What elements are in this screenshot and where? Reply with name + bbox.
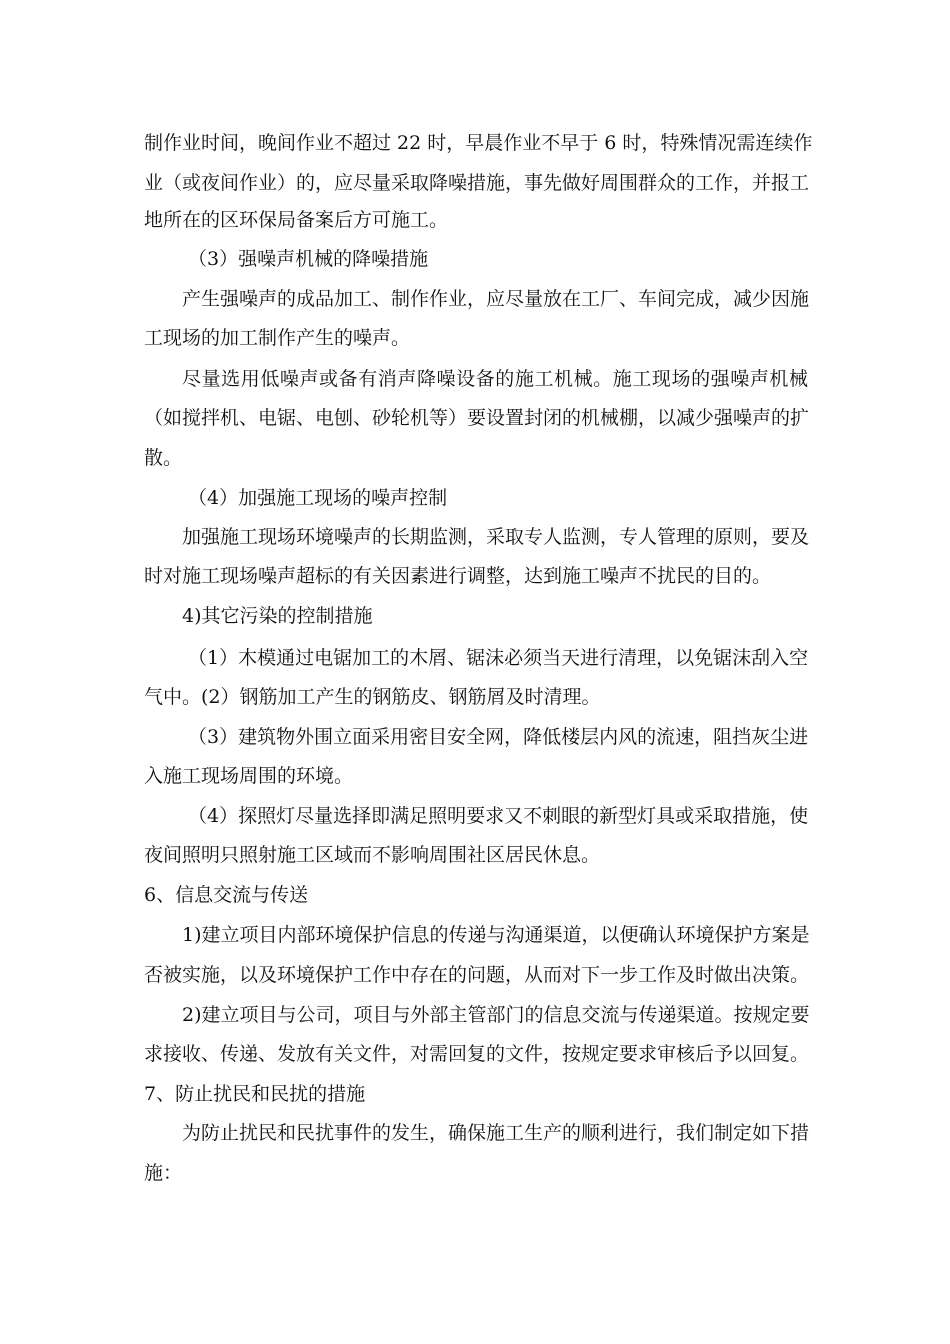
paragraph-line: （3）建筑物外围立面采用密目安全网，降低楼层内风的流速，阻挡灰尘进 [188,726,809,748]
paragraph-line: 业（或夜间作业）的，应尽量采取降噪措施，事先做好周围群众的工作，并报工 [144,172,810,194]
section-heading: 7、防止扰民和民扰的措施 [144,1083,366,1105]
paragraph-line: 工现场的加工制作产生的噪声。 [144,327,411,349]
paragraph-line: （4）探照灯尽量选择即满足照明要求又不刺眼的新型灯具或采取措施，使 [188,805,809,827]
paragraph-line: 夜间照明只照射施工区域而不影响周围社区居民休息。 [144,844,601,866]
paragraph-line: 否被实施，以及环境保护工作中存在的问题，从而对下一步工作及时做出决策。 [144,964,810,986]
section-heading: （4）加强施工现场的噪声控制 [188,487,448,509]
paragraph-line: （如搅拌机、电锯、电刨、砂轮机等）要设置封闭的机械棚，以减少强噪声的扩 [144,407,810,429]
paragraph-line: 施： [144,1162,183,1184]
paragraph-line: 求接收、传递、发放有关文件，对需回复的文件，按规定要求审核后予以回复。 [144,1043,810,1065]
section-heading: 6、信息交流与传送 [144,884,309,906]
paragraph-line: 产生强噪声的成品加工、制作作业，应尽量放在工厂、车间完成，减少因施 [182,288,810,310]
paragraph-line: 2)建立项目与公司，项目与外部主管部门的信息交流与传递渠道。按规定要 [182,1004,810,1026]
paragraph-line: 散。 [144,447,183,469]
section-heading: （3）强噪声机械的降噪措施 [188,248,429,270]
paragraph-line: 尽量选用低噪声或备有消声降噪设备的施工机械。施工现场的强噪声机械 [182,368,808,390]
paragraph-line: 时对施工现场噪声超标的有关因素进行调整，达到施工噪声不扰民的目的。 [144,565,772,587]
paragraph-line: 气中。(2）钢筋加工产生的钢筋皮、钢筋屑及时清理。 [144,686,601,708]
paragraph-line: 制作业时间，晚间作业不超过 22 时，早晨作业不早于 6 时，特殊情况需连续作 [144,132,813,154]
paragraph-line: 1)建立项目内部环境保护信息的传递与沟通渠道，以便确认环境保护方案是 [182,924,810,946]
paragraph-line: 地所在的区环保局备案后方可施工。 [144,209,449,231]
paragraph-line: 加强施工现场环境噪声的长期监测，采取专人监测，专人管理的原则，要及 [182,526,810,548]
section-heading: 4)其它污染的控制措施 [182,605,373,627]
paragraph-line: 为防止扰民和民扰事件的发生，确保施工生产的顺利进行，我们制定如下措 [182,1122,810,1144]
paragraph-line: （1）木模通过电锯加工的木屑、锯沫必须当天进行清理，以免锯沫刮入空 [188,647,809,669]
paragraph-line: 入施工现场周围的环境。 [144,765,354,787]
